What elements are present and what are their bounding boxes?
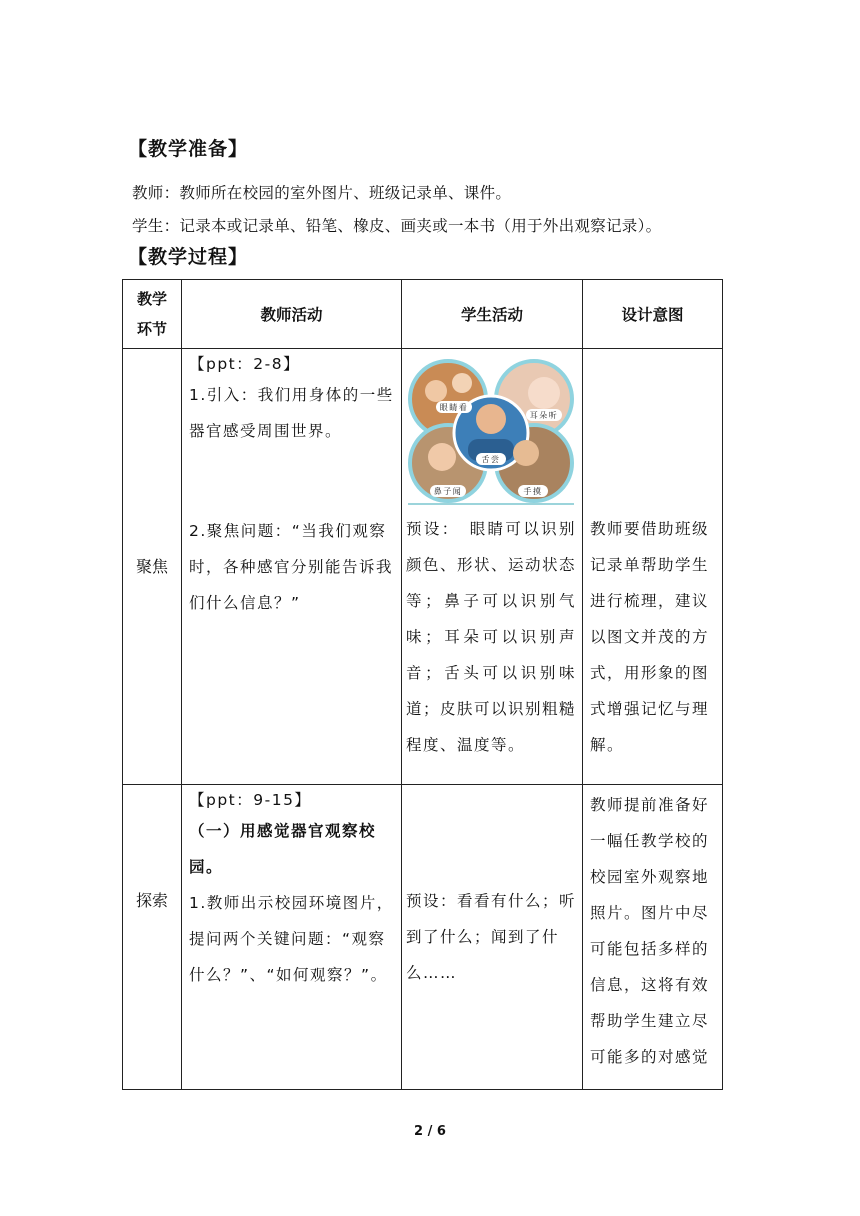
stage-cell: 探索: [123, 785, 182, 1090]
label-nose: 鼻子闻: [433, 487, 463, 496]
header-student: 学生活动: [402, 280, 583, 349]
header-stage-label: 教学 环节: [136, 290, 167, 338]
student-cell: [402, 349, 583, 785]
section-title: （一）用感觉器官观察校园。: [189, 822, 377, 876]
design-cell: [583, 785, 723, 1090]
table-row: [123, 785, 723, 1090]
table-row: [123, 349, 723, 785]
process-heading: 【教学过程】: [128, 246, 249, 268]
teacher-cell: [182, 785, 402, 1090]
ppt-ref: 【ppt：2-8】: [189, 355, 301, 373]
label-ear: 耳朵听: [529, 411, 559, 420]
teacher-step: 1.教师出示校园环境图片，提问两个关键问题：“观察什么？”、“如何观察？”。: [189, 894, 394, 984]
label-tongue: 舌尝: [481, 455, 501, 464]
ppt-ref: 【ppt：9-15】: [189, 791, 312, 809]
prep-teacher-line: 教师：教师所在校园的室外图片、班级记录单、课件。: [132, 184, 512, 202]
label-hand: 手摸: [523, 487, 543, 496]
student-expectation: 预设：看看有什么；听到了什么；闻到了什么……: [406, 892, 577, 982]
page-number: 2 / 6: [414, 1124, 446, 1139]
design-intent: 教师提前准备好一幅任教学校的校园室外观察地照片。图片中尽可能包括多样的信息，这将有效帮助学生建立尽可能多的对感觉: [590, 796, 710, 1066]
header-stage: [123, 280, 182, 349]
teacher-cell: [182, 349, 402, 785]
senses-illustration: [408, 353, 574, 505]
teacher-step: 1.引入：我们用身体的一些器官感受周围世界。: [189, 386, 394, 440]
prep-student-line: 学生：记录本或记录单、铅笔、橡皮、画夹或一本书（用于外出观察记录）。: [132, 217, 662, 235]
label-eye: 眼睛看: [439, 403, 469, 412]
design-intent: 教师要借助班级记录单帮助学生进行梳理，建议以图文并茂的方式，用形象的图式增强记忆与理解。: [590, 520, 710, 754]
student-expectation: 预设： 眼睛可以识别颜色、形状、运动状态等；鼻子可以识别气味；耳朵可以识别声音；舌头可以识别味道；皮肤可以识别粗糙程度、温度等。: [406, 520, 577, 754]
prep-heading: 【教学准备】: [128, 138, 249, 160]
senses-illustration-svg: [408, 353, 574, 505]
header-design: 设计意图: [583, 280, 723, 349]
design-cell: [583, 349, 723, 785]
teacher-step: 2.聚焦问题：“当我们观察时，各种感官分别能告诉我们什么信息？”: [189, 522, 394, 612]
lesson-table: [122, 279, 723, 1090]
header-teacher: 教师活动: [182, 280, 402, 349]
table-header-row: [123, 280, 723, 349]
stage-cell: 聚焦: [123, 349, 182, 785]
student-cell: [402, 785, 583, 1090]
